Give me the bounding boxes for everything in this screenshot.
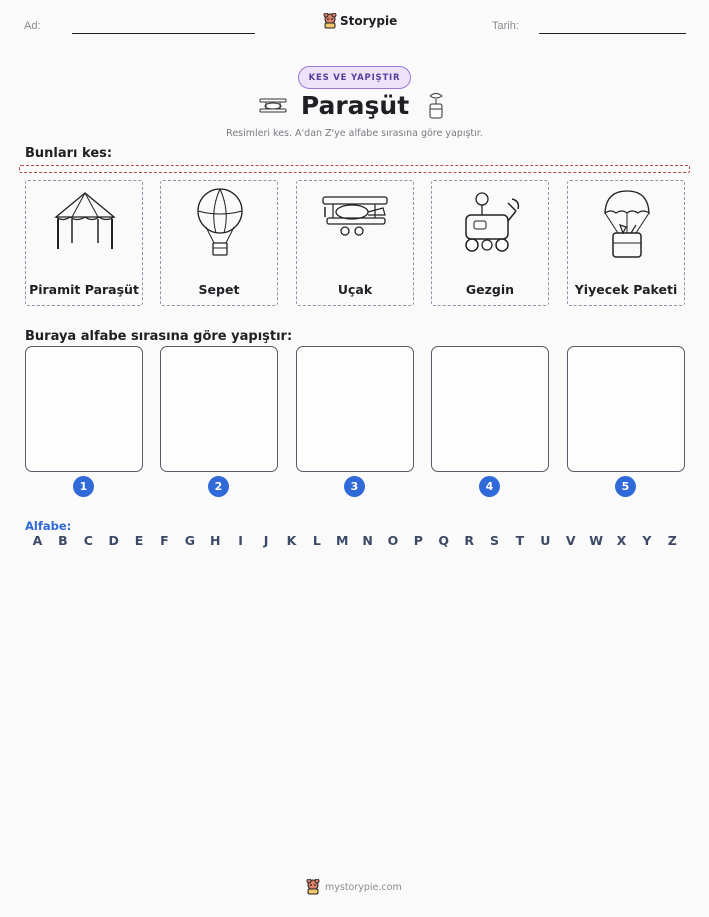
biplane-icon <box>258 96 288 116</box>
alphabet-letter: R <box>464 533 474 548</box>
alphabet-letter: E <box>134 533 144 548</box>
alphabet-letter: P <box>413 533 423 548</box>
card-label: Piramit Paraşüt <box>29 282 139 297</box>
card-label: Uçak <box>337 282 373 297</box>
alphabet-letter: F <box>160 533 169 548</box>
alphabet-letter: Q <box>438 533 450 548</box>
slot-number-badge: 5 <box>615 476 636 497</box>
paste-slot-4[interactable] <box>431 346 549 472</box>
date-label: Tarih: <box>492 20 519 32</box>
paste-slot-5[interactable] <box>567 346 685 472</box>
alphabet-letter: C <box>83 533 93 548</box>
alphabet-letter: V <box>565 533 576 548</box>
paste-section-label: Buraya alfabe sırasına göre yapıştır: <box>25 329 293 344</box>
activity-badge: KES VE YAPIŞTIR <box>298 66 411 89</box>
alphabet-letter: A <box>32 533 43 548</box>
alphabet-letter: K <box>286 533 297 548</box>
cut-card[interactable] <box>25 180 143 306</box>
slot-number-badge: 4 <box>479 476 500 497</box>
card-label: Yiyecek Paketi <box>574 282 678 297</box>
alphabet-letter: S <box>490 533 500 548</box>
alphabet-letter: Y <box>642 533 652 548</box>
alphabet-row <box>25 533 685 548</box>
food-package-parachute-icon <box>568 181 686 281</box>
footer <box>306 879 402 895</box>
cut-card[interactable] <box>160 180 278 306</box>
alphabet-letter: J <box>263 533 269 548</box>
food-package-icon <box>426 92 446 120</box>
cut-line <box>19 165 690 173</box>
alphabet-letter: H <box>210 533 221 548</box>
paste-slot-1[interactable] <box>25 346 143 472</box>
brand-name: Storypie <box>340 14 398 28</box>
alphabet-letter: N <box>362 533 373 548</box>
alphabet-letter: L <box>312 533 321 548</box>
brand-logo <box>323 13 397 29</box>
storypie-mascot-icon <box>323 13 337 29</box>
paste-slot-3[interactable] <box>296 346 414 472</box>
alphabet-letter: O <box>387 533 399 548</box>
name-label: Ad: <box>24 20 41 32</box>
rover-icon <box>432 181 550 281</box>
alphabet-letter: X <box>616 533 627 548</box>
alphabet-letter: W <box>589 533 603 548</box>
slot-number-badge: 3 <box>344 476 365 497</box>
card-label: Sepet <box>198 282 240 297</box>
alphabet-letter: M <box>335 533 349 548</box>
name-line <box>72 33 255 34</box>
hot-air-balloon-basket-icon <box>161 181 279 281</box>
cut-card[interactable] <box>431 180 549 306</box>
cut-card[interactable] <box>567 180 685 306</box>
alphabet-letter: T <box>515 533 525 548</box>
alphabet-letter: G <box>184 533 195 548</box>
biplane-icon <box>297 181 415 281</box>
cut-card[interactable] <box>296 180 414 306</box>
alphabet-letter: D <box>108 533 119 548</box>
footer-url: mystorypie.com <box>325 881 402 893</box>
date-line <box>539 33 686 34</box>
alphabet-letter: I <box>238 533 243 548</box>
storypie-mascot-icon <box>306 879 320 895</box>
slot-number-badge: 2 <box>208 476 229 497</box>
instructions: Resimleri kes. A'dan Z'ye alfabe sırasına göre yapıştır. <box>226 128 483 139</box>
card-label: Gezgin <box>465 282 515 297</box>
slot-number-badge: 1 <box>73 476 94 497</box>
alphabet-letter: Z <box>667 533 677 548</box>
alphabet-letter: U <box>540 533 551 548</box>
cut-section-label: Bunları kes: <box>25 146 113 161</box>
pyramid-canopy-icon <box>26 181 144 281</box>
alphabet-letter: B <box>58 533 68 548</box>
paste-slot-2[interactable] <box>160 346 278 472</box>
alphabet-label: Alfabe: <box>25 519 72 533</box>
page-title: Paraşüt <box>300 91 410 120</box>
